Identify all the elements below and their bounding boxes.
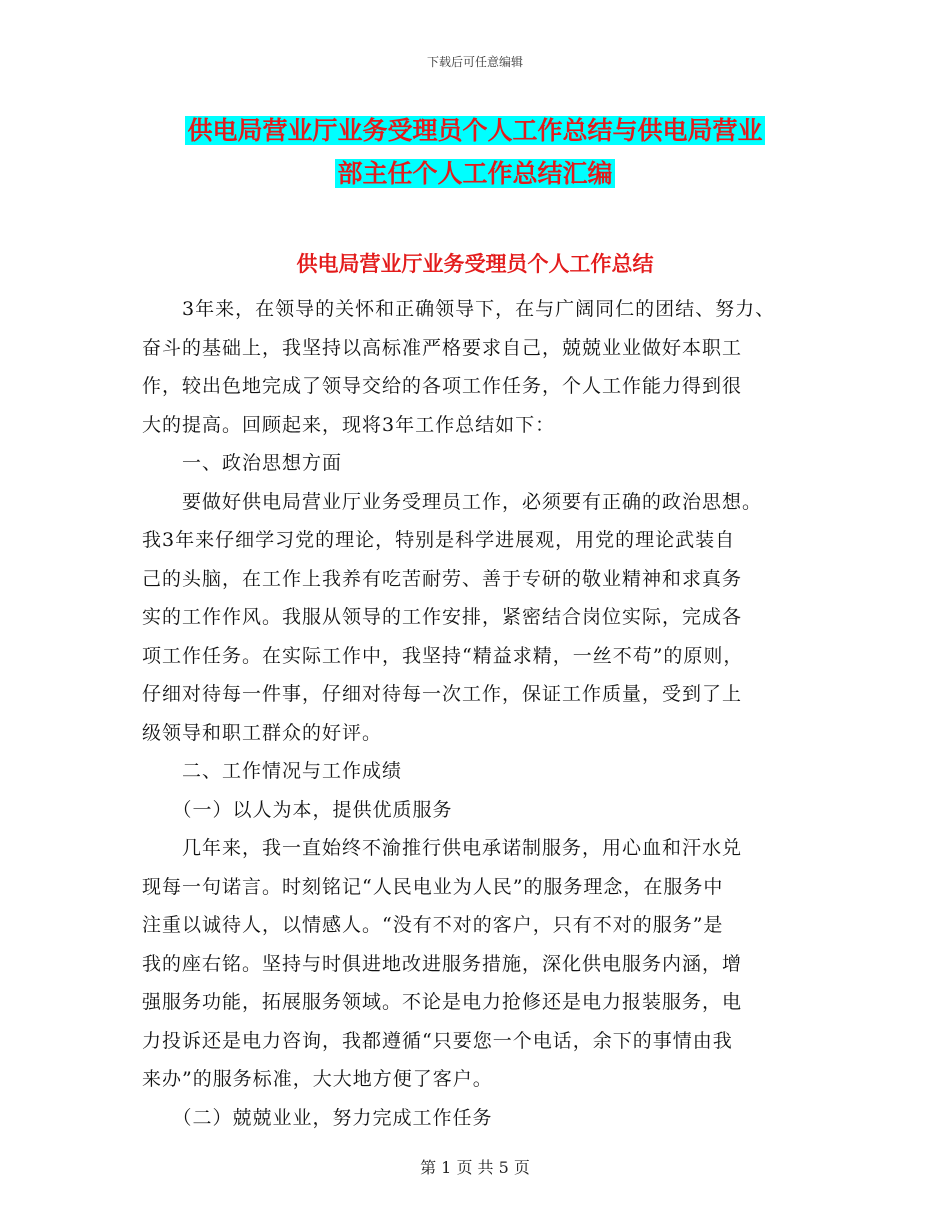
body-line: 几年来，我一直始终不渝推行供电承诺制服务，用心血和汗水兑 xyxy=(142,837,743,859)
body-line: 注重以诚待人，以情感人。“没有不对的客户，只有不对的服务”是 xyxy=(142,914,724,936)
body-line: 一、政治思想方面 xyxy=(142,452,343,474)
body-line: 项工作任务。在实际工作中，我坚持“精益求精，一丝不苟”的原则， xyxy=(142,644,744,667)
body-line: 级领导和职工群众的好评。 xyxy=(142,721,383,744)
body-line: 我3年来仔细学习党的理论，特别是科学进展观，用党的理论武装自 xyxy=(142,529,736,551)
body-line: 我的座右铭。坚持与时俱进地改进服务措施，深化供电服务内涵，增 xyxy=(142,952,743,975)
body-line: 大的提高。回顾起来，现将3年工作总结如下： xyxy=(142,413,556,436)
body-line: 实的工作作风。我服从领导的工作安排，紧密结合岗位实际，完成各 xyxy=(142,606,743,628)
body-line: 仔细对待每一件事，仔细对待每一次工作，保证工作质量，受到了上 xyxy=(142,683,743,705)
document-title-line-2 xyxy=(0,155,950,193)
header-note: 下载后可任意编辑 xyxy=(426,55,523,69)
document-title-line-1 xyxy=(0,112,950,150)
document-title-line-2-text: 部主任个人工作总结汇编 xyxy=(337,159,613,188)
body-line: 作，较出色地完成了领导交给的各项工作任务，个人工作能力得到很 xyxy=(142,375,743,397)
body-line: 力投诉还是电力咨询，我都遵循“只要您一个电话，余下的事情由我 xyxy=(142,1029,733,1052)
body-line: （二）兢兢业业，努力完成工作任务 xyxy=(142,1106,493,1129)
body-line: （一）以人为本，提供优质服务 xyxy=(142,798,453,821)
body-line: 二、工作情况与工作成绩 xyxy=(142,760,403,782)
body-text xyxy=(142,290,832,1137)
body-line: 要做好供电局营业厅业务受理员工作，必须要有正确的政治思想。 xyxy=(142,490,763,513)
body-line: 己的头脑，在工作上我养有吃苦耐劳、善于专研的敬业精神和求真务 xyxy=(142,567,743,590)
body-line: 3年来，在领导的关怀和正确领导下，在与广阔同仁的团结、努力、 xyxy=(142,298,776,320)
body-line: 强服务功能，拓展服务领域。不论是电力抢修还是电力报装服务，电 xyxy=(142,991,743,1013)
body-line: 现每一句诺言。时刻铭记“人民电业为人民”的服务理念，在服务中 xyxy=(142,875,724,898)
body-line: 奋斗的基础上，我坚持以高标准严格要求自己，兢兢业业做好本职工 xyxy=(142,336,743,359)
document-title-line-1-text: 供电局营业厅业务受理员个人工作总结与供电局营业 xyxy=(187,116,763,145)
page-footer: 第 1 页 共 5 页 xyxy=(420,1158,530,1177)
body-line: 来办”的服务标准，大大地方便了客户。 xyxy=(142,1068,493,1090)
section-title: 供电局营业厅业务受理员个人工作总结 xyxy=(296,252,654,276)
